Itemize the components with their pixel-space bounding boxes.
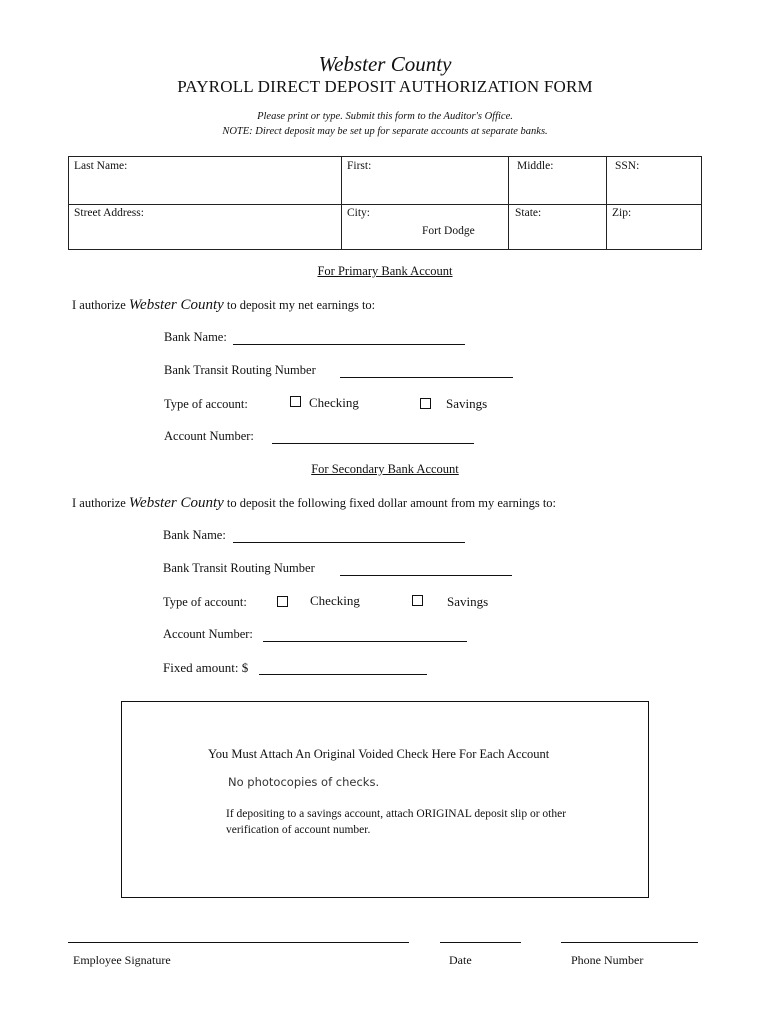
grid-divider: [508, 157, 509, 249]
secondary-savings-checkbox[interactable]: [412, 595, 423, 606]
employee-signature-line[interactable]: [68, 942, 409, 943]
secondary-checking-checkbox[interactable]: [277, 596, 288, 607]
voided-check-instruction: You Must Attach An Original Voided Check Here For Each Account: [208, 747, 550, 761]
savings-slip-note: If depositing to a savings account, attach ORIGINAL deposit slip or other: [226, 808, 567, 820]
county-name: Webster County: [128, 495, 224, 511]
last-name-label: Last Name:: [74, 160, 128, 172]
county-name: Webster County: [128, 297, 224, 313]
primary-authorize-line: [72, 297, 375, 314]
fixed-amount-label: Fixed amount: $: [163, 660, 249, 675]
zip-label: Zip:: [612, 207, 632, 219]
primary-type-label: Type of account:: [164, 397, 248, 411]
state-label: State:: [515, 207, 542, 219]
authorize-prefix: I authorize: [72, 298, 126, 312]
primary-account-heading: For Primary Bank Account: [317, 264, 453, 278]
city-value: Fort Dodge: [422, 225, 475, 237]
instruction-note: NOTE: Direct deposit may be set up for separate accounts at separate banks.: [222, 126, 548, 137]
authorize-suffix: to deposit the following fixed dollar amount from my earnings to:: [226, 496, 557, 510]
secondary-bank-name-field[interactable]: [233, 542, 465, 543]
secondary-routing-label: Bank Transit Routing Number: [163, 561, 315, 575]
ssn-label: SSN:: [615, 160, 640, 172]
primary-routing-label: Bank Transit Routing Number: [164, 363, 316, 377]
middle-name-label: Middle:: [517, 160, 554, 172]
secondary-account-number-label: Account Number:: [163, 627, 253, 641]
primary-checking-label: Checking: [309, 395, 359, 410]
primary-checking-checkbox[interactable]: [290, 396, 301, 407]
primary-bank-name-label: Bank Name:: [164, 330, 227, 344]
street-address-label: Street Address:: [74, 207, 144, 219]
voided-check-attachment-box: [121, 701, 649, 898]
form-title: PAYROLL DIRECT DEPOSIT AUTHORIZATION FORM: [177, 77, 593, 96]
primary-account-number-label: Account Number:: [164, 429, 254, 443]
secondary-savings-label: Savings: [447, 594, 489, 609]
first-name-label: First:: [347, 160, 372, 172]
employee-info-grid: [68, 156, 702, 250]
secondary-account-number-field[interactable]: [263, 641, 467, 642]
primary-bank-name-field[interactable]: [233, 344, 465, 345]
primary-account-number-field[interactable]: [272, 443, 474, 444]
date-label: Date: [449, 953, 472, 967]
phone-number-label: Phone Number: [571, 953, 644, 967]
grid-divider: [606, 157, 607, 249]
authorize-suffix: to deposit my net earnings to:: [226, 298, 376, 312]
employee-signature-label: Employee Signature: [73, 953, 171, 967]
secondary-authorize-line: [72, 495, 556, 512]
date-line[interactable]: [440, 942, 521, 943]
primary-savings-label: Savings: [446, 396, 488, 411]
primary-savings-checkbox[interactable]: [420, 398, 431, 409]
grid-divider: [69, 204, 701, 205]
secondary-type-label: Type of account:: [163, 595, 247, 609]
county-title: Webster County: [318, 52, 452, 76]
secondary-bank-name-label: Bank Name:: [163, 528, 226, 542]
grid-divider: [341, 157, 342, 249]
no-photocopies-note: No photocopies of checks.: [228, 775, 380, 789]
instruction-submit: Please print or type. Submit this form to the Auditor's Office.: [257, 111, 513, 122]
authorize-prefix: I authorize: [72, 496, 126, 510]
secondary-account-heading: For Secondary Bank Account: [311, 462, 459, 476]
city-label: City:: [347, 207, 371, 219]
savings-slip-note-continued: verification of account number.: [226, 824, 371, 836]
fixed-amount-field[interactable]: [259, 674, 427, 675]
secondary-routing-field[interactable]: [340, 575, 512, 576]
secondary-checking-label: Checking: [310, 593, 360, 608]
phone-number-line[interactable]: [561, 942, 698, 943]
primary-routing-field[interactable]: [340, 377, 513, 378]
